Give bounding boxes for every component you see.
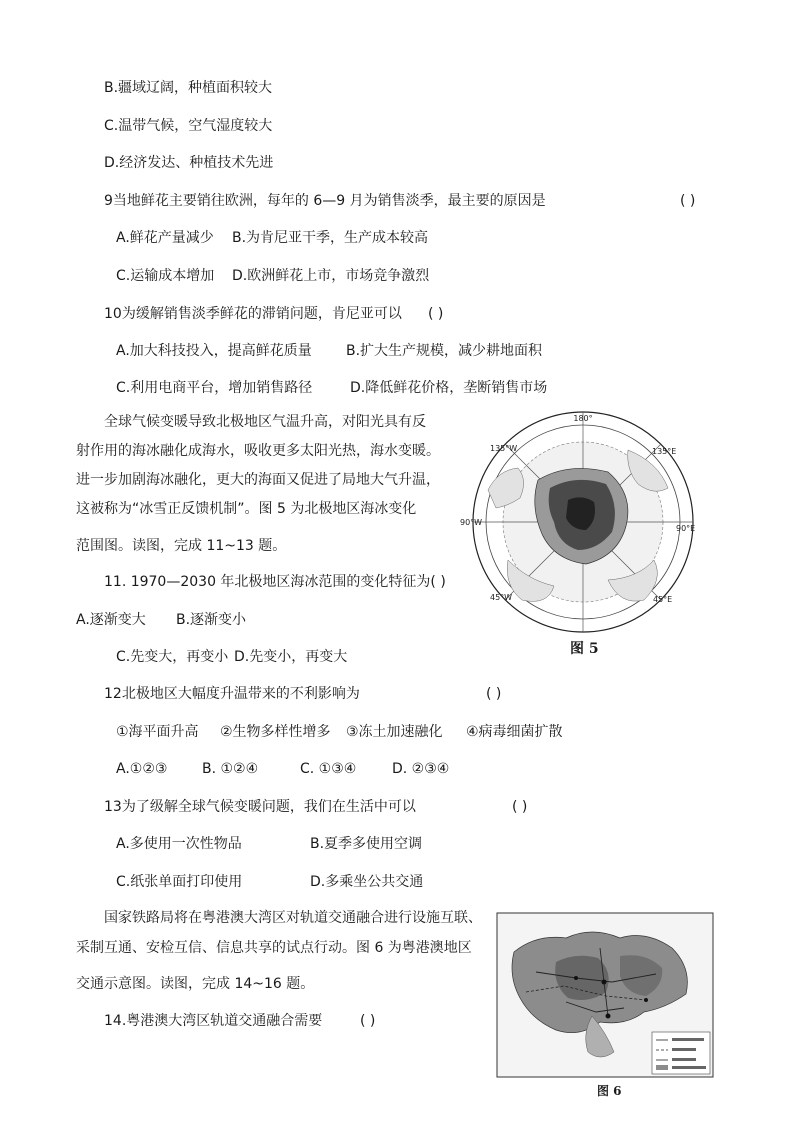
q8-option-d: D.经济发达、种植技术先进 <box>104 155 274 171</box>
arctic-passage-line-1: 全球气候变暖导致北极地区气温升高，对阳光具有反 <box>104 414 426 430</box>
q10-answer-blank: ( ) <box>428 306 444 322</box>
q13-answer-blank: ( ) <box>512 799 528 815</box>
q8-option-c: C.温带气候，空气湿度较大 <box>104 118 273 134</box>
q12-option-b: B. ①②④ <box>202 761 259 777</box>
q10-option-c: C.利用电商平台，增加销售路径 <box>116 380 313 396</box>
q10-stem: 10为缓解销售淡季鲜花的滞销问题，肯尼亚可以 <box>104 306 402 322</box>
q13-stem: 13为了级解全球气候变暖问题，我们在生活中可以 <box>104 799 416 815</box>
q14-answer-blank: ( ) <box>360 1013 376 1029</box>
arctic-passage-line-3: 进一步加剧海冰融化，更大的海面又促进了局地大气升温， <box>76 472 440 488</box>
figure-6-gba-transport-map <box>496 912 714 1078</box>
q13-option-d: D.多乘坐公共交通 <box>310 874 424 890</box>
fig5-label-bottom-right: 45°E <box>653 595 673 604</box>
q12-item-4: ④病毒细菌扩散 <box>466 724 563 740</box>
q12-option-c: C. ①③④ <box>300 761 357 777</box>
q12-item-3: ③冻土加速融化 <box>346 724 443 740</box>
q12-option-d: D. ②③④ <box>392 761 450 777</box>
q9-stem: 9当地鲜花主要销往欧洲，每年的 6—9 月为销售淡季，最主要的原因是 <box>104 193 546 209</box>
q11-option-d: D.先变小，再变大 <box>234 649 348 665</box>
fig5-label-bottom-left: 45°W <box>490 593 513 602</box>
arctic-passage-line-5: 范围图。读图，完成 11~13 题。 <box>76 538 287 554</box>
q9-option-d: D.欧洲鲜花上市，市场竞争激烈 <box>232 268 430 284</box>
q9-option-a: A.鲜花产量减少 <box>116 230 214 246</box>
q14-stem: 14.粤港澳大湾区轨道交通融合需要 <box>104 1013 323 1029</box>
q11-option-b: B.逐渐变小 <box>176 612 247 628</box>
q12-stem: 12北极地区大幅度升温带来的不利影响为 <box>104 686 360 702</box>
q8-option-b: B.疆域辽阔，种植面积较大 <box>104 80 273 96</box>
figure-5-caption: 图 5 <box>570 641 599 657</box>
q12-item-2: ②生物多样性增多 <box>220 724 331 740</box>
q11-option-a: A.逐渐变大 <box>76 612 146 628</box>
gba-passage-line-1: 国家铁路局将在粤港澳大湾区对轨道交通融合进行设施互联、 <box>104 910 482 926</box>
q9-answer-blank: ( ) <box>680 193 696 209</box>
gba-passage-line-2: 采制互通、安检互信、信息共享的试点行动。图 6 为粤港澳地区 <box>76 940 472 956</box>
q12-answer-blank: ( ) <box>486 686 502 702</box>
q9-option-b: B.为肯尼亚干季，生产成本较高 <box>232 230 429 246</box>
q13-option-b: B.夏季多使用空调 <box>310 836 423 852</box>
q12-item-1: ①海平面升高 <box>116 724 199 740</box>
q11-option-c: C.先变大，再变小 <box>116 649 229 665</box>
q12-option-a: A.①②③ <box>116 761 168 777</box>
fig5-label-left: 90°W <box>460 518 483 527</box>
q10-option-d: D.降低鲜花价格，垄断销售市场 <box>350 380 548 396</box>
arctic-passage-line-4: 这被称为“冰雪正反馈机制”。图 5 为北极地区海冰变化 <box>76 501 417 517</box>
arctic-passage-line-2: 射作用的海冰融化成海水，吸收更多太阳光热，海水变暖。 <box>76 443 440 459</box>
figure-5-arctic-sea-ice-map <box>458 410 704 640</box>
fig5-label-top: 180° <box>573 414 593 423</box>
q11-stem: 11. 1970—2030 年北极地区海冰范围的变化特征为( ) <box>104 574 446 590</box>
gba-passage-line-3: 交通示意图。读图，完成 14~16 题。 <box>76 976 315 992</box>
q10-option-a: A.加大科技投入，提高鲜花质量 <box>116 343 312 359</box>
q10-option-b: B.扩大生产规模，减少耕地面积 <box>346 343 543 359</box>
fig5-label-right: 90°E <box>676 524 696 533</box>
fig5-label-top-left: 135°W <box>490 444 518 453</box>
figure-6-caption: 图 6 <box>597 1084 622 1098</box>
q9-option-c: C.运输成本增加 <box>116 268 215 284</box>
fig5-label-top-right: 135°E <box>652 447 677 456</box>
q13-option-a: A.多使用一次性物品 <box>116 836 242 852</box>
q13-option-c: C.纸张单面打印使用 <box>116 874 243 890</box>
